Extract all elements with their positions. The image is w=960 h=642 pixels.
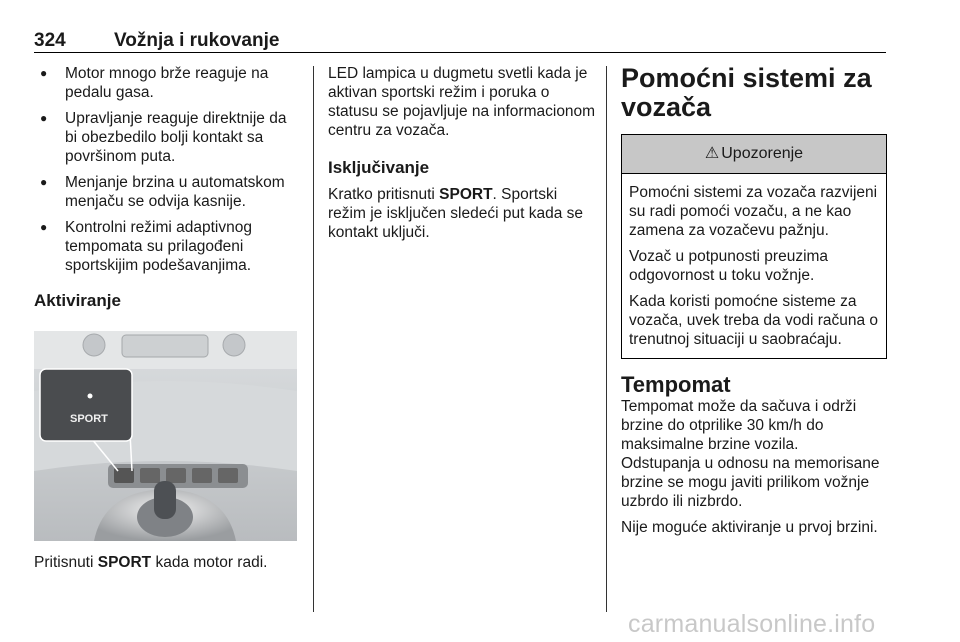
subsection-title: Tempomat	[621, 372, 731, 397]
sport-keyword: SPORT	[97, 554, 152, 571]
column-1	[34, 64, 300, 579]
sport-keyword: SPORT	[439, 186, 493, 203]
dashboard-illustration	[34, 331, 297, 541]
sport-button-figure	[34, 331, 297, 541]
warning-box	[621, 134, 887, 359]
bullet-item: ● Kontrolni režimi adaptivnog tempomata su prilagođeni sportskijim podešavanjima.	[34, 218, 300, 275]
warning-paragraph: Vozač u potpunosti preuzima odgovornost u toku vožnje.	[629, 248, 829, 284]
chapter-title: Vožnja i rukovanje	[114, 30, 280, 51]
feature-bullet-list	[34, 64, 300, 275]
watermark-text: carmanualsonline.info	[628, 610, 876, 638]
column-divider-left	[313, 66, 314, 612]
figure-caption: Pritisnuti SPORT kada motor radi.	[34, 554, 268, 571]
warning-title: Upozorenje	[721, 145, 804, 162]
body-paragraph: Nije moguće aktiviranje u prvoj brzini.	[621, 519, 878, 536]
bullet-item: ● Upravljanje reaguje direktnije da bi obezbedilo bolji kontakt sa površinom puta.	[34, 109, 300, 166]
column-3	[621, 64, 887, 544]
activation-heading: Aktiviranje	[34, 291, 121, 310]
warning-paragraph: Pomoćni sistemi za vozača razvijeni su radi pomoći vozaču, a ne kao zamena za vozačevu pažnju.	[629, 184, 878, 239]
deactivation-heading: Isključivanje	[328, 158, 430, 177]
body-paragraph: Odstupanja u odnosu na memorisane brzine se mogu javiti prilikom vožnje uzbrdo ili nizbrdo.	[621, 455, 880, 510]
warning-header	[622, 135, 886, 174]
warning-triangle-icon: ⚠	[704, 145, 720, 162]
sport-button-label: SPORT	[70, 413, 108, 425]
warning-body	[622, 174, 886, 358]
led-intro-text: LED lampica u dugmetu svetli kada je aktivan sportski režim i poruka o statusu se pojavljuje na informacionom centru za vozača.	[328, 65, 596, 139]
body-paragraph: Tempomat može da sačuva i održi brzine do otprilike 30 km/h do maksimalne brzine vozila.	[621, 398, 857, 453]
page-number: 324	[34, 30, 66, 51]
page-header	[34, 30, 886, 53]
warning-paragraph: Kada koristi pomoćne sisteme za vozača, uvek treba da vodi računa o trenutnoj situaciji u saobraćaju.	[629, 293, 879, 348]
bullet-item: ● Menjanje brzina u automatskom menjaču se odvija kasnije.	[34, 173, 300, 211]
column-divider-right	[606, 66, 607, 612]
column-2	[328, 64, 596, 249]
deactivation-text: Kratko pritisnuti SPORT. Sportski režim je isključen sledeći put kada se kontakt uključi.	[328, 186, 584, 241]
section-title: Pomoćni sistemi za vozača	[621, 63, 872, 122]
bullet-item: ● Motor mnogo brže reaguje na pedalu gasa.	[34, 64, 300, 102]
